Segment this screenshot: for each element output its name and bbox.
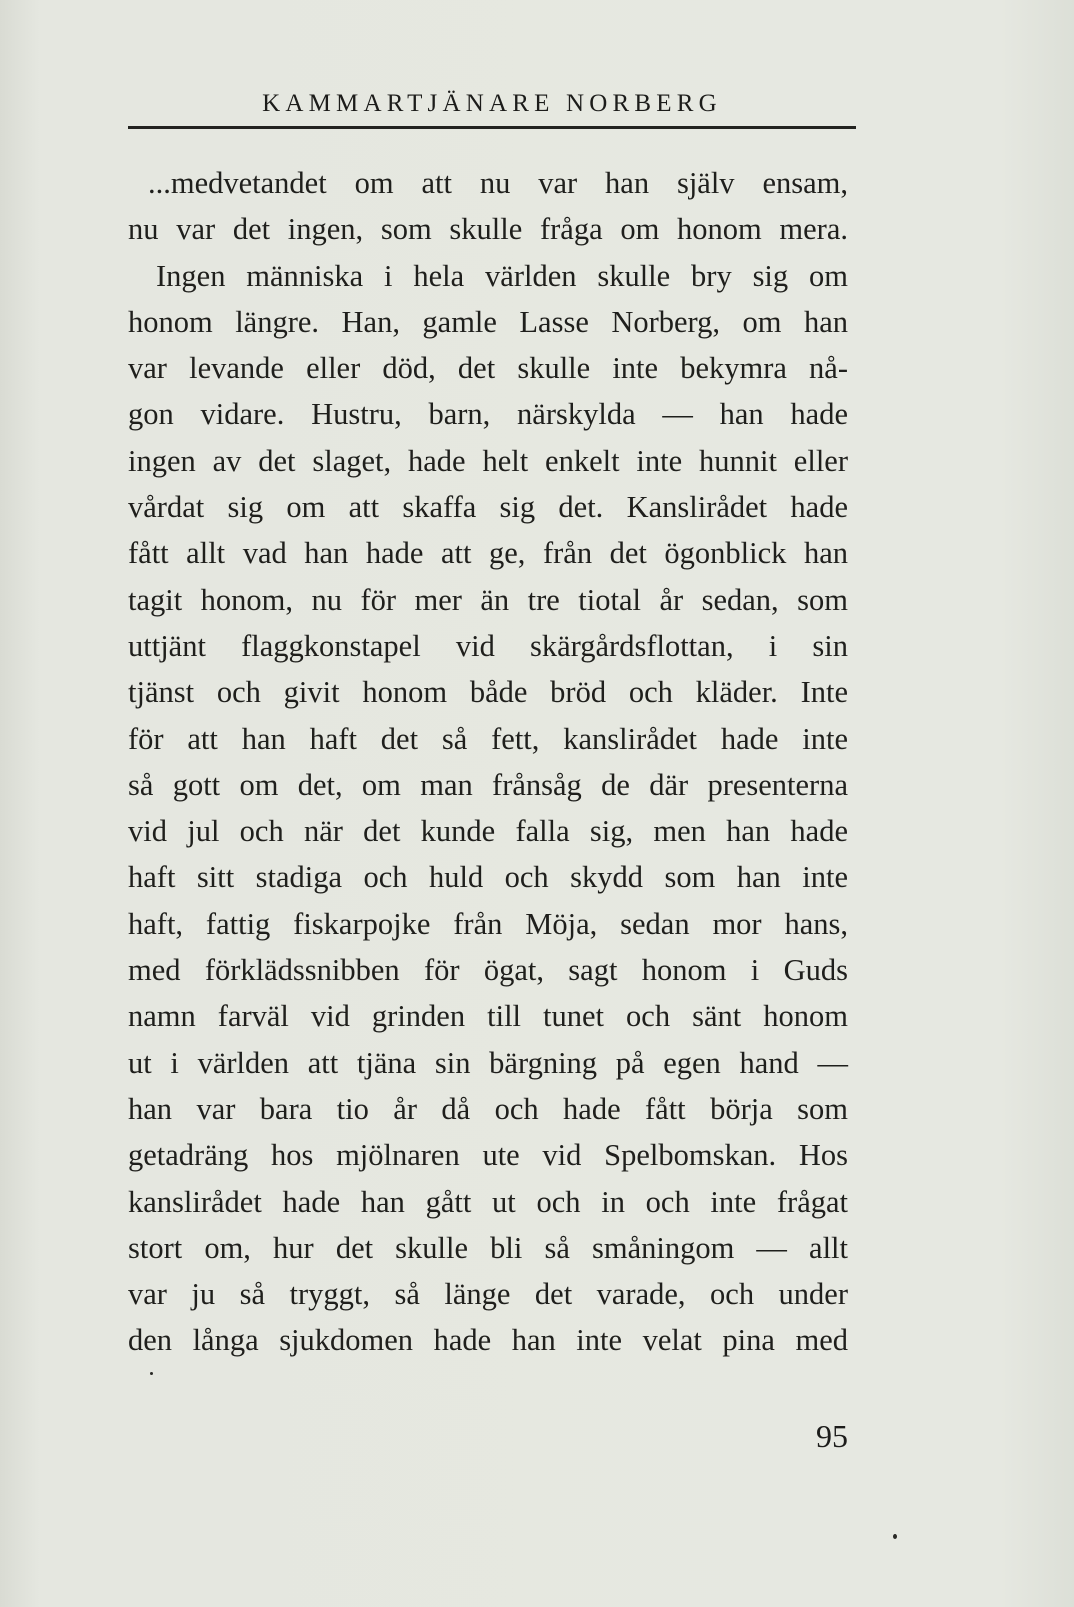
- text-line: med förklädssnibben för ögat, sagt honom i Guds: [128, 953, 848, 988]
- text-line: ut i världen att tjäna sin bärgning på egen hand —: [128, 1045, 848, 1080]
- text-line: tagit honom, nu för mer än tre tiotal år sedan, som: [128, 582, 848, 617]
- text-line: så gott om det, om man frånsåg de där presenterna: [128, 767, 848, 802]
- text-line: Ingen människa i hela världen skulle bry sig om: [156, 258, 848, 293]
- text-line: getadräng hos mjölnaren ute vid Spelbomskan. Hos: [128, 1138, 848, 1173]
- text-line: den långa sjukdomen hade han inte velat pina med: [128, 1323, 848, 1358]
- text-line: vid jul och när det kunde falla sig, men han hade: [128, 814, 848, 849]
- paper-speck: [150, 1372, 153, 1375]
- text-line: honom längre. Han, gamle Lasse Norberg, om han: [128, 304, 848, 339]
- header-rule: [128, 126, 856, 129]
- page-number: 95: [816, 1418, 848, 1454]
- text-line: nu var det ingen, som skulle fråga om honom mera.: [128, 212, 848, 247]
- body-text: [128, 160, 848, 1364]
- text-line: gon vidare. Hustru, barn, närskylda — han hade: [128, 397, 848, 432]
- text-line: haft sitt stadiga och huld och skydd som han inte: [128, 860, 848, 895]
- text-line: kanslirådet hade han gått ut och in och inte frågat: [128, 1184, 848, 1219]
- text-line: haft, fattig fiskarpojke från Möja, sedan mor hans,: [128, 906, 848, 941]
- text-line: namn farväl vid grinden till tunet och sänt honom: [128, 999, 848, 1034]
- text-line: var ju så tryggt, så länge det varade, och under: [128, 1277, 848, 1312]
- paper-speck: [893, 1534, 897, 1539]
- text-line: stort om, hur det skulle bli så småningom — allt: [128, 1230, 848, 1265]
- text-line: ...medvetandet om att nu var han själv ensam,: [148, 166, 848, 200]
- text-line: uttjänt flaggkonstapel vid skärgårdsflottan, i sin: [128, 628, 848, 663]
- text-line: tjänst och givit honom både bröd och kläder. Inte: [128, 675, 848, 710]
- text-line: vårdat sig om att skaffa sig det. Kanslirådet hade: [128, 490, 848, 525]
- text-line: för att han haft det så fett, kanslirådet hade inte: [128, 721, 848, 756]
- running-head: KAMMARTJÄNARE NORBERG: [262, 90, 722, 117]
- text-line: han var bara tio år då och hade fått börja som: [128, 1091, 848, 1126]
- text-line: var levande eller död, det skulle inte bekymra nå-: [128, 351, 848, 386]
- text-line: ingen av det slaget, hade helt enkelt inte hunnit eller: [128, 443, 848, 478]
- text-line: fått allt vad han hade att ge, från det ögonblick han: [128, 536, 848, 571]
